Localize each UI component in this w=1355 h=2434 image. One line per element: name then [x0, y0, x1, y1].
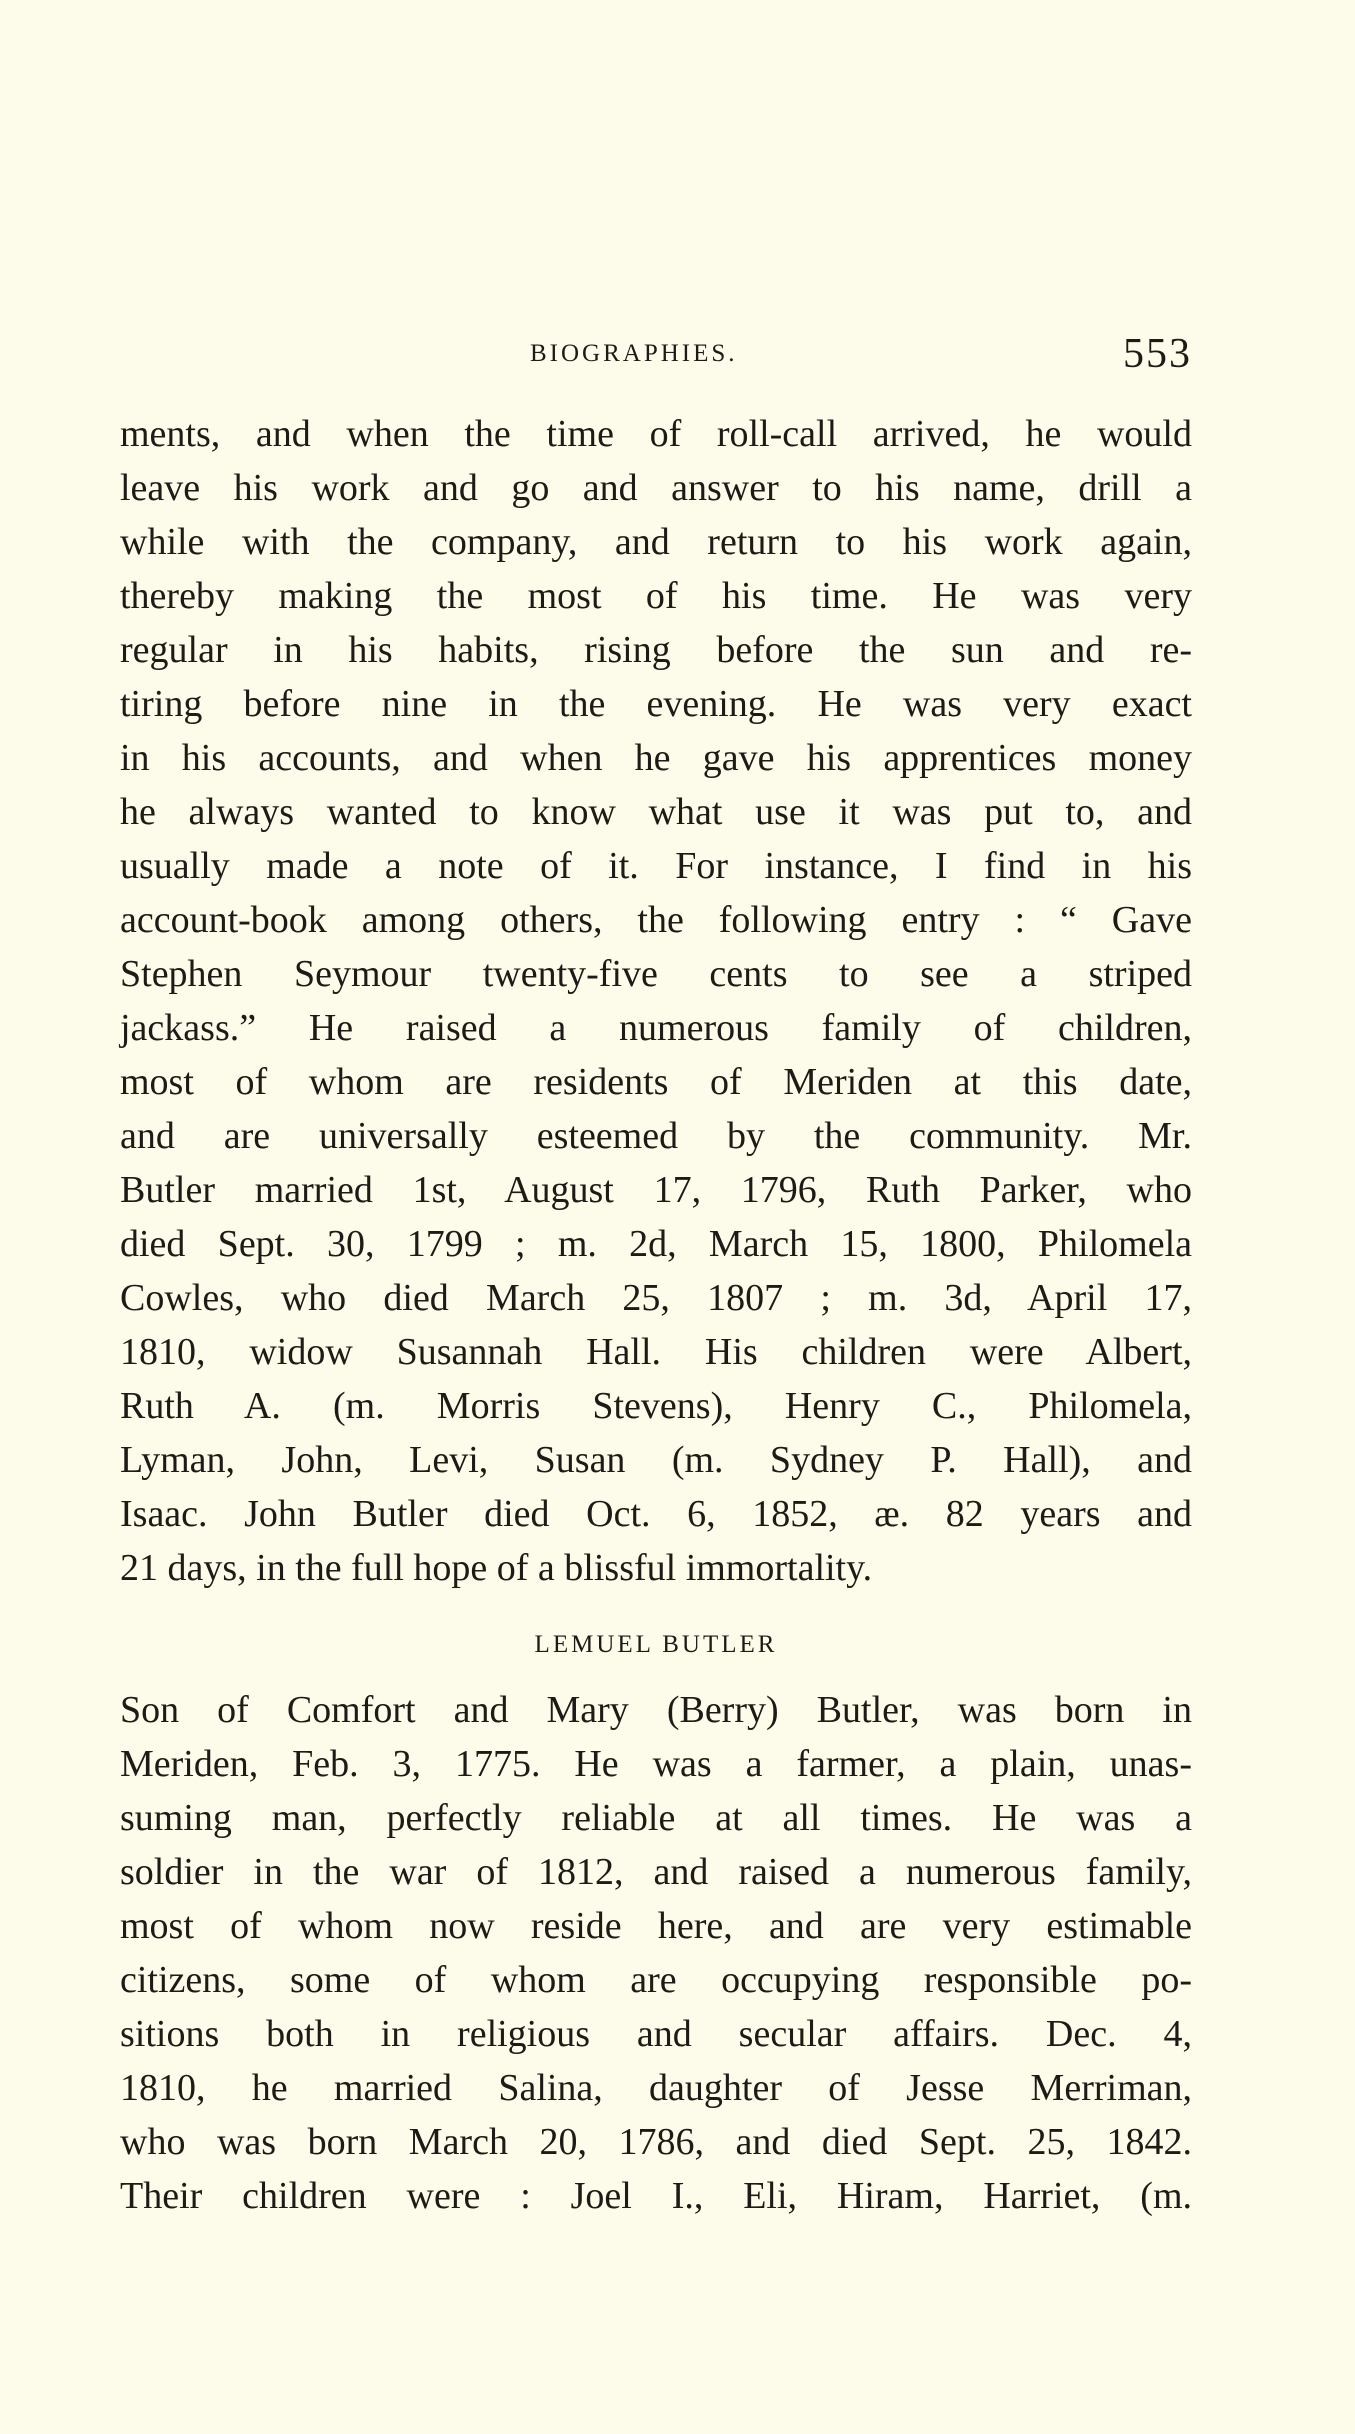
text-line: most of whom are residents of Meriden at this date,	[120, 1061, 1192, 1103]
text-line: suming man, perfectly reliable at all times. He was a	[120, 1797, 1192, 1839]
text-line: Their children were : Joel I., Eli, Hiram, Harriet, (m.	[120, 2175, 1192, 2217]
text-line: Cowles, who died March 25, 1807 ; m. 3d, April 17,	[120, 1277, 1192, 1319]
text-line: leave his work and go and answer to his name, drill a	[120, 467, 1192, 509]
text-line: sitions both in religious and secular affairs. Dec. 4,	[120, 2013, 1192, 2055]
text-line: citizens, some of whom are occupying responsible po-	[120, 1959, 1192, 2001]
text-line: soldier in the war of 1812, and raised a numerous family,	[120, 1851, 1192, 1893]
text-line: Butler married 1st, August 17, 1796, Ruth Parker, who	[120, 1169, 1192, 1211]
paragraph-john-butler-continued	[120, 407, 1192, 1595]
text-line: Isaac. John Butler died Oct. 6, 1852, æ. 82 years and	[120, 1493, 1192, 1535]
text-line: 21 days, in the full hope of a blissful immortality.	[120, 1547, 873, 1589]
running-header	[120, 330, 1192, 390]
text-line: and are universally esteemed by the community. Mr.	[120, 1115, 1192, 1157]
running-header-title: BIOGRAPHIES.	[530, 340, 738, 367]
text-line: most of whom now reside here, and are very estimable	[120, 1905, 1192, 1947]
text-line: 1810, widow Susannah Hall. His children were Albert,	[120, 1331, 1192, 1373]
text-line: account-book among others, the following entry : “ Gave	[120, 899, 1192, 941]
text-line: ments, and when the time of roll-call arrived, he would	[120, 413, 1192, 455]
text-line: regular in his habits, rising before the sun and re-	[120, 629, 1192, 671]
text-line: in his accounts, and when he gave his apprentices money	[120, 737, 1192, 779]
page-number: 553	[1123, 331, 1192, 377]
text-line: Ruth A. (m. Morris Stevens), Henry C., Philomela,	[120, 1385, 1192, 1427]
paragraph-lemuel-butler	[120, 1683, 1192, 2223]
text-line: he always wanted to know what use it was put to, and	[120, 791, 1192, 833]
text-line: Son of Comfort and Mary (Berry) Butler, was born in	[120, 1689, 1192, 1731]
text-line: while with the company, and return to his work again,	[120, 521, 1192, 563]
section-heading: LEMUEL BUTLER	[534, 1631, 778, 1658]
text-line: tiring before nine in the evening. He was very exact	[120, 683, 1192, 725]
text-line: Meriden, Feb. 3, 1775. He was a farmer, a plain, unas-	[120, 1743, 1192, 1785]
text-line: thereby making the most of his time. He was very	[120, 575, 1192, 617]
text-line: usually made a note of it. For instance, I find in his	[120, 845, 1192, 887]
text-line: Lyman, John, Levi, Susan (m. Sydney P. Hall), and	[120, 1439, 1192, 1481]
text-line: jackass.” He raised a numerous family of children,	[120, 1007, 1192, 1049]
text-line: 1810, he married Salina, daughter of Jesse Merriman,	[120, 2067, 1192, 2109]
text-line: who was born March 20, 1786, and died Sept. 25, 1842.	[120, 2121, 1192, 2163]
text-line: died Sept. 30, 1799 ; m. 2d, March 15, 1800, Philomela	[120, 1223, 1192, 1265]
text-line: Stephen Seymour twenty-five cents to see a striped	[120, 953, 1192, 995]
